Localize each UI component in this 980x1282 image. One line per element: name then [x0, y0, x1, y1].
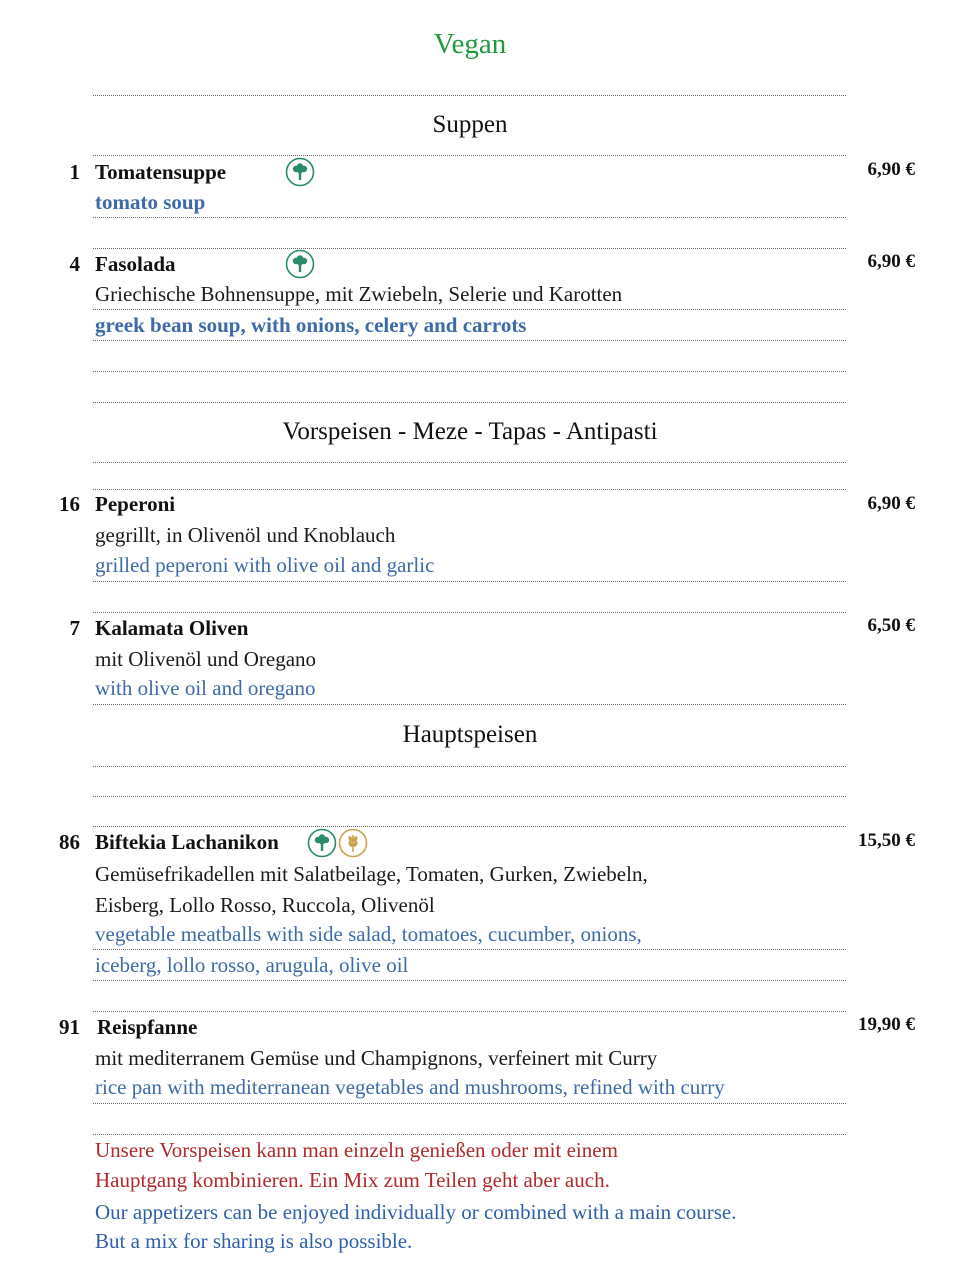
item-number: 91 — [59, 1015, 80, 1039]
item-german: mit mediterranem Gemüse und Champignons, verfeinert mit Curry — [95, 1046, 658, 1070]
footer-note-de: Unsere Vorspeisen kann man einzeln genießen oder mit einem — [95, 1138, 618, 1162]
section-title-mains: Hauptspeisen — [402, 721, 538, 748]
item-english: greek bean soup, with onions, celery and carrots — [95, 313, 527, 337]
item-name: Reispfanne — [97, 1015, 198, 1039]
item-number: 7 — [69, 616, 80, 640]
vegan-icon — [307, 828, 337, 858]
item-number: 1 — [69, 160, 80, 184]
divider — [93, 949, 846, 950]
vegan-icon — [285, 157, 315, 187]
item-name: Kalamata Oliven — [95, 616, 249, 640]
item-german: Eisberg, Lollo Rosso, Ruccola, Olivenöl — [95, 893, 435, 917]
item-german: Gemüsefrikadellen mit Salatbeilage, Tomaten, Gurken, Zwiebeln, — [95, 862, 648, 886]
item-price: 15,50 € — [858, 830, 915, 851]
footer-note-en: But a mix for sharing is also possible. — [95, 1229, 413, 1253]
divider — [93, 796, 846, 797]
item-german: gegrillt, in Olivenöl und Knoblauch — [95, 523, 396, 547]
divider — [93, 826, 846, 827]
divider — [93, 248, 846, 249]
divider — [93, 1134, 846, 1135]
item-german: Griechische Bohnensuppe, mit Zwiebeln, Selerie und Karotten — [95, 282, 623, 306]
item-name: Biftekia Lachanikon — [95, 830, 279, 854]
divider — [93, 462, 846, 463]
page-title: Vegan — [433, 28, 507, 60]
item-price: 6,90 € — [867, 251, 915, 272]
divider — [93, 155, 846, 156]
divider — [93, 1103, 846, 1104]
item-english: grilled peperoni with olive oil and garlic — [95, 553, 435, 577]
item-number: 86 — [59, 830, 80, 854]
divider — [93, 95, 846, 96]
item-price: 19,90 € — [858, 1014, 915, 1035]
item-name: Fasolada — [95, 252, 176, 276]
item-price: 6,90 € — [867, 159, 915, 180]
item-price: 6,90 € — [867, 493, 915, 514]
divider — [93, 766, 846, 767]
item-english: rice pan with mediterranean vegetables and mushrooms, refined with curry — [95, 1075, 725, 1099]
item-number: 4 — [69, 252, 80, 276]
divider — [93, 1011, 846, 1012]
item-english: iceberg, lollo rosso, arugula, olive oil — [95, 953, 409, 977]
footer-note-en: Our appetizers can be enjoyed individually or combined with a main course. — [95, 1200, 737, 1224]
item-english: with olive oil and oregano — [95, 676, 316, 700]
divider — [93, 402, 846, 403]
footer-note-de: Hauptgang kombinieren. Ein Mix zum Teilen geht aber auch. — [95, 1168, 610, 1192]
divider — [93, 217, 846, 218]
wheat-icon — [338, 828, 368, 858]
item-german: mit Olivenöl und Oregano — [95, 647, 317, 671]
divider — [93, 581, 846, 582]
divider — [93, 612, 846, 613]
divider — [93, 340, 846, 341]
item-english: tomato soup — [95, 190, 206, 214]
vegan-icon — [285, 249, 315, 279]
item-price: 6,50 € — [867, 615, 915, 636]
divider — [93, 489, 846, 490]
item-number: 16 — [59, 492, 80, 516]
section-title-starters: Vorspeisen - Meze - Tapas - Antipasti — [282, 418, 658, 445]
divider — [93, 309, 846, 310]
divider — [93, 980, 846, 981]
divider — [93, 704, 846, 705]
divider — [93, 371, 846, 372]
item-english: vegetable meatballs with side salad, tomatoes, cucumber, onions, — [95, 922, 642, 946]
item-name: Tomatensuppe — [95, 160, 227, 184]
section-title-soups: Suppen — [432, 111, 508, 138]
item-name: Peperoni — [95, 492, 176, 516]
